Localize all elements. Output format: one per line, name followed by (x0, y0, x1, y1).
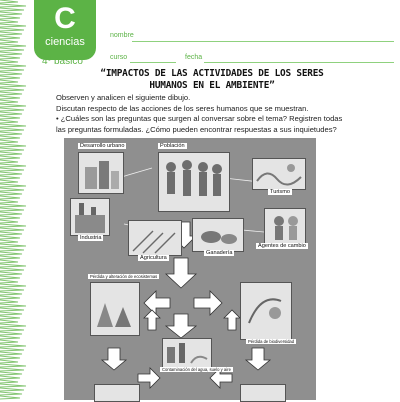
subject-letter: C (54, 2, 76, 35)
title-line-1: “IMPACTOS DE LAS ACTIVIDADES DE LOS SERES (100, 68, 324, 79)
grade-label: 4º básico (42, 56, 83, 67)
subject-name: ciencias (45, 36, 85, 48)
bottom-right-illustration (240, 384, 286, 402)
caption-ecosystem-destruction: Pérdida y alteración de ecosistemas (90, 274, 158, 279)
arrow-right-icon (138, 368, 160, 388)
caption-agriculture: Agricultura (140, 255, 167, 261)
arrow-down-icon (102, 348, 126, 370)
name-field[interactable] (132, 41, 394, 42)
arrow-down-icon (246, 348, 270, 370)
caption-agents-of-change: Agentes de cambio (258, 243, 306, 249)
date-label: fecha (185, 54, 203, 61)
title-line-2: HUMANOS EN EL AMBIENTE” (149, 80, 275, 91)
course-label: curso (110, 54, 128, 61)
arrow-up-icon (224, 310, 240, 330)
agriculture-illustration (128, 220, 182, 256)
name-label: nombre (110, 32, 134, 39)
arrow-right-icon (194, 291, 222, 315)
caption-water-contamination: Contaminación del agua, suelo y aire (162, 367, 231, 372)
caption-urban-development: Desarrollo urbano (80, 143, 125, 149)
industry-illustration (70, 198, 110, 236)
caption-tourism: Turismo (270, 189, 290, 195)
date-field[interactable] (204, 62, 394, 63)
subject-badge (34, 0, 96, 60)
urban-development-illustration (78, 152, 124, 194)
instruction-4: las preguntas formuladas. ¿Cómo pueden encontrar respuestas a sus inquietudes? (56, 124, 337, 134)
arrow-up-icon (144, 310, 160, 330)
arrow-down-icon (166, 314, 196, 338)
instruction-2: Discutan respecto de las acciones de los seres humanos que se muestran. (56, 103, 309, 113)
caption-biodiversity-loss: Pérdida de biodiversidad (248, 339, 295, 344)
decorative-stripe (0, 0, 30, 400)
caption-livestock: Ganadería (206, 250, 233, 256)
water-contamination-illustration (162, 338, 212, 368)
caption-population: Población (160, 143, 185, 149)
impact-diagram (64, 138, 316, 400)
caption-industry: Industria (80, 235, 102, 241)
ecosystem-destruction-illustration (90, 282, 140, 336)
bottom-left-illustration (94, 384, 140, 402)
instruction-3: • ¿Cuáles son las preguntas que surgen al conversar sobre el tema? Registren todas (56, 114, 343, 123)
instruction-1: Observen y analicen el siguiente dibujo. (56, 93, 191, 102)
arrow-left-icon (144, 291, 170, 315)
population-illustration (158, 152, 230, 212)
arrow-down-icon (166, 258, 196, 288)
livestock-illustration (192, 218, 244, 252)
tourism-illustration (252, 158, 306, 190)
biodiversity-loss-illustration (240, 282, 292, 340)
agents-of-change-illustration (264, 208, 306, 244)
course-field[interactable] (130, 62, 176, 63)
